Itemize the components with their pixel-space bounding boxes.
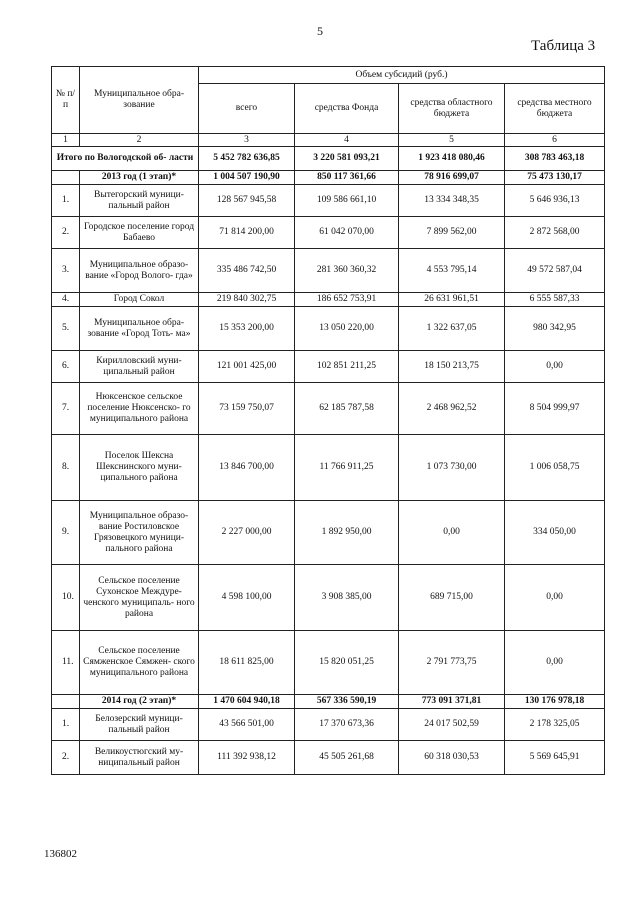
row-fund: 1 892 950,00 — [295, 501, 399, 565]
row-name: Сельское поселение Сямженское Сямжен- ского муниципального района — [80, 631, 199, 695]
row-regional: 1 322 637,05 — [399, 307, 505, 351]
grand-total-regional: 1 923 418 080,46 — [399, 147, 505, 171]
row-regional: 0,00 — [399, 501, 505, 565]
row-fund: 3 908 385,00 — [295, 565, 399, 631]
row-local: 980 342,95 — [505, 307, 605, 351]
document-code: 136802 — [44, 848, 77, 860]
row-name: Поселок Шексна Шекснинского муни- ципального района — [80, 435, 199, 501]
stage2-local: 130 176 978,18 — [505, 695, 605, 709]
index-cell: 1 — [52, 134, 80, 147]
row-total: 71 814 200,00 — [199, 217, 295, 249]
index-cell: 3 — [199, 134, 295, 147]
header-regional: средства областного бюджета — [399, 84, 505, 134]
row-local: 8 504 999,97 — [505, 383, 605, 435]
row-regional: 7 899 562,00 — [399, 217, 505, 249]
row-regional: 24 017 502,59 — [399, 709, 505, 741]
grand-total-local: 308 783 463,18 — [505, 147, 605, 171]
stage1-local: 75 473 130,17 — [505, 171, 605, 185]
row-local: 2 178 325,05 — [505, 709, 605, 741]
table-row — [52, 185, 605, 217]
table-title: Таблица 3 — [531, 38, 596, 54]
row-total: 121 001 425,00 — [199, 351, 295, 383]
row-total: 4 598 100,00 — [199, 565, 295, 631]
row-local: 5 569 645,91 — [505, 741, 605, 775]
table-row — [52, 351, 605, 383]
row-num: 8. — [52, 435, 80, 501]
row-total: 335 486 742,50 — [199, 249, 295, 293]
row-total: 219 840 302,75 — [199, 293, 295, 307]
grand-total-fund: 3 220 581 093,21 — [295, 147, 399, 171]
row-total: 13 846 700,00 — [199, 435, 295, 501]
row-regional: 18 150 213,75 — [399, 351, 505, 383]
row-name: Нюксенское сельское поселение Нюксенско- го муниципального района — [80, 383, 199, 435]
row-regional: 4 553 795,14 — [399, 249, 505, 293]
row-local: 0,00 — [505, 351, 605, 383]
grand-total-label: Итого по Вологодской об- ласти — [52, 147, 199, 171]
row-regional: 2 791 773,75 — [399, 631, 505, 695]
row-name: Городское поселение город Бабаево — [80, 217, 199, 249]
table-row — [52, 217, 605, 249]
subsidy-table — [51, 66, 605, 775]
header-mo: Муниципальное обра- зование — [80, 67, 199, 134]
table-row — [52, 501, 605, 565]
row-local: 6 555 587,33 — [505, 293, 605, 307]
row-fund: 62 185 787,58 — [295, 383, 399, 435]
row-local: 334 050,00 — [505, 501, 605, 565]
row-fund: 102 851 211,25 — [295, 351, 399, 383]
stage1-row — [52, 171, 605, 185]
row-name: Город Сокол — [80, 293, 199, 307]
table-row — [52, 565, 605, 631]
page-number: 5 — [317, 24, 323, 38]
row-num: 7. — [52, 383, 80, 435]
table-row — [52, 383, 605, 435]
row-num: 9. — [52, 501, 80, 565]
stage2-row — [52, 695, 605, 709]
row-total: 18 611 825,00 — [199, 631, 295, 695]
row-fund: 15 820 051,25 — [295, 631, 399, 695]
table-row — [52, 293, 605, 307]
table-row — [52, 709, 605, 741]
row-num: 4. — [52, 293, 80, 307]
row-total: 128 567 945,58 — [199, 185, 295, 217]
stage1-fund: 850 117 361,66 — [295, 171, 399, 185]
row-total: 111 392 938,12 — [199, 741, 295, 775]
row-fund: 281 360 360,32 — [295, 249, 399, 293]
stage2-total: 1 470 604 940,18 — [199, 695, 295, 709]
stage2-fund: 567 336 590,19 — [295, 695, 399, 709]
row-name: Кирилловский муни- ципальный район — [80, 351, 199, 383]
table-row — [52, 249, 605, 293]
stage1-regional: 78 916 699,07 — [399, 171, 505, 185]
row-local: 5 646 936,13 — [505, 185, 605, 217]
row-num: 10. — [52, 565, 80, 631]
row-fund: 109 586 661,10 — [295, 185, 399, 217]
row-num: 11. — [52, 631, 80, 695]
grand-total-row — [52, 147, 605, 171]
index-cell: 6 — [505, 134, 605, 147]
row-regional: 2 468 962,52 — [399, 383, 505, 435]
row-name: Белозерский муници- пальный район — [80, 709, 199, 741]
row-name: Вытегорский муници- пальный район — [80, 185, 199, 217]
row-local: 49 572 587,04 — [505, 249, 605, 293]
row-fund: 13 050 220,00 — [295, 307, 399, 351]
index-row — [52, 134, 605, 147]
index-cell: 4 — [295, 134, 399, 147]
row-num: 5. — [52, 307, 80, 351]
stage1-label: 2013 год (1 этап)* — [80, 171, 199, 185]
row-regional: 1 073 730,00 — [399, 435, 505, 501]
row-local: 0,00 — [505, 565, 605, 631]
header-local: средства местного бюджета — [505, 84, 605, 134]
row-fund: 11 766 911,25 — [295, 435, 399, 501]
row-regional: 13 334 348,35 — [399, 185, 505, 217]
row-num: 2. — [52, 217, 80, 249]
table-row — [52, 435, 605, 501]
index-cell: 2 — [80, 134, 199, 147]
row-local: 0,00 — [505, 631, 605, 695]
stage2-label: 2014 год (2 этап)* — [80, 695, 199, 709]
row-regional: 26 631 961,51 — [399, 293, 505, 307]
stage2-regional: 773 091 371,81 — [399, 695, 505, 709]
row-num: 3. — [52, 249, 80, 293]
row-total: 43 566 501,00 — [199, 709, 295, 741]
row-fund: 61 042 070,00 — [295, 217, 399, 249]
index-cell: 5 — [399, 134, 505, 147]
row-total: 73 159 750,07 — [199, 383, 295, 435]
row-local: 1 006 058,75 — [505, 435, 605, 501]
stage1-total: 1 004 507 190,90 — [199, 171, 295, 185]
row-fund: 45 505 261,68 — [295, 741, 399, 775]
row-num: 2. — [52, 741, 80, 775]
header-volume: Объем субсидий (руб.) — [199, 67, 605, 84]
row-name: Сельское поселение Сухонское Междуре- ченского муниципаль- ного района — [80, 565, 199, 631]
row-local: 2 872 568,00 — [505, 217, 605, 249]
stage2-num — [52, 695, 80, 709]
table-row — [52, 307, 605, 351]
grand-total-total: 5 452 782 636,85 — [199, 147, 295, 171]
row-fund: 186 652 753,91 — [295, 293, 399, 307]
stage1-num — [52, 171, 80, 185]
row-num: 6. — [52, 351, 80, 383]
row-name: Муниципальное образо- вание «Город Волого- гда» — [80, 249, 199, 293]
header-num: № п/п — [52, 67, 80, 134]
row-total: 15 353 200,00 — [199, 307, 295, 351]
header-fund: средства Фонда — [295, 84, 399, 134]
header-total: всего — [199, 84, 295, 134]
row-fund: 17 370 673,36 — [295, 709, 399, 741]
table-row — [52, 631, 605, 695]
row-regional: 689 715,00 — [399, 565, 505, 631]
row-name: Муниципальное образо- вание Ростиловское Грязовецкого муници- пального района — [80, 501, 199, 565]
row-num: 1. — [52, 709, 80, 741]
row-total: 2 227 000,00 — [199, 501, 295, 565]
row-regional: 60 318 030,53 — [399, 741, 505, 775]
table-row — [52, 741, 605, 775]
row-num: 1. — [52, 185, 80, 217]
row-name: Муниципальное обра- зование «Город Тоть- ма» — [80, 307, 199, 351]
header-row-1 — [52, 67, 605, 84]
row-name: Великоустюгский му- ниципальный район — [80, 741, 199, 775]
